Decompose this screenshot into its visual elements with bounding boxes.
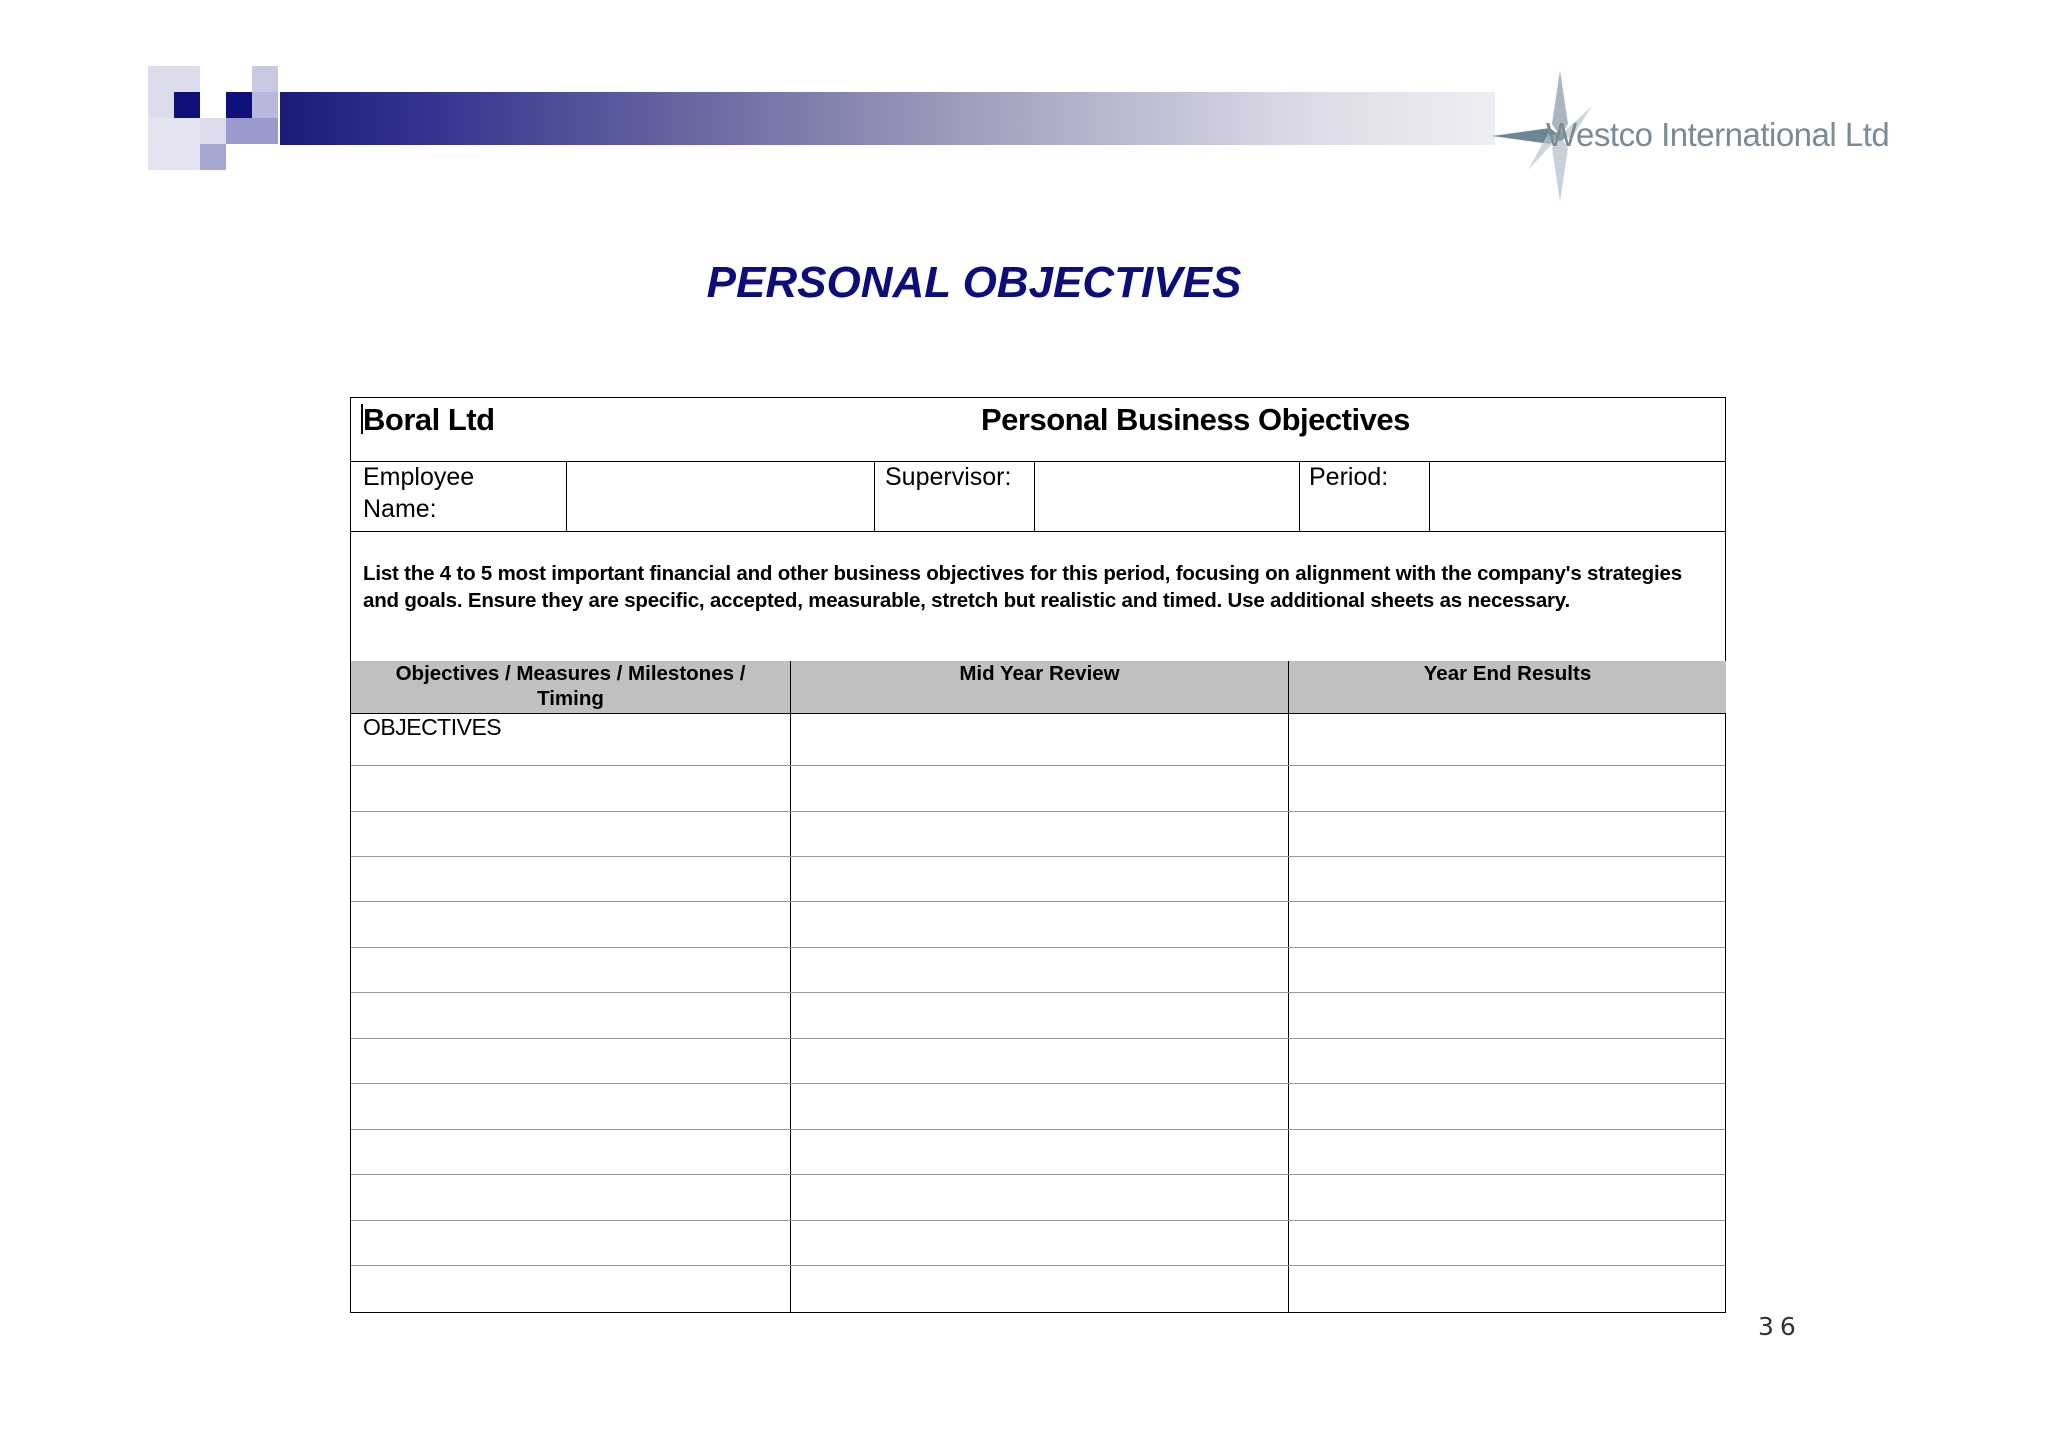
square-decoration [148,118,200,170]
year-end-results-cell[interactable] [1289,1084,1725,1128]
year-end-results-cell[interactable] [1289,714,1725,764]
square-decoration [226,118,278,144]
employee-label-line1: Employee [363,463,475,491]
column-header-year-end: Year End Results [1289,661,1726,713]
supervisor-field[interactable] [1039,464,1295,526]
year-end-results-cell[interactable] [1289,993,1725,1037]
year-end-results-cell[interactable] [1289,948,1725,991]
objectives-cell[interactable] [351,766,790,810]
column-header-mid-year: Mid Year Review [791,661,1288,713]
mid-year-review-cell[interactable] [791,812,1288,855]
divider [874,461,875,531]
period-field[interactable] [1434,464,1719,526]
year-end-results-cell[interactable] [1289,1221,1725,1264]
mid-year-review-cell[interactable] [791,1084,1288,1128]
employee-name-label [363,461,474,525]
year-end-results-cell[interactable] [1289,902,1725,946]
objectives-cell[interactable] [351,1084,790,1128]
objectives-cell[interactable] [351,1130,790,1173]
objectives-cell-label: OBJECTIVES [363,714,502,740]
year-end-results-cell[interactable] [1289,1266,1725,1312]
year-end-results-cell[interactable] [1289,857,1725,900]
employee-name-field[interactable] [571,464,871,526]
mid-year-review-cell[interactable] [791,993,1288,1037]
mid-year-review-cell[interactable] [791,714,1288,764]
divider [351,461,1725,462]
header-gradient-bar [280,92,1495,145]
company-name: Boral Ltd [363,402,495,437]
objectives-cell[interactable] [351,857,790,900]
mid-year-review-cell[interactable] [791,1266,1288,1312]
square-decoration [200,118,226,144]
objectives-cell[interactable] [351,1221,790,1264]
objectives-cell[interactable] [351,1039,790,1082]
period-label: Period: [1309,463,1389,491]
year-end-results-cell[interactable] [1289,766,1725,810]
supervisor-label: Supervisor: [885,463,1012,491]
mid-year-review-cell[interactable] [791,1175,1288,1219]
divider [566,461,567,531]
divider [351,531,1725,532]
form-heading: Personal Business Objectives [981,402,1410,437]
objectives-cell[interactable] [351,993,790,1037]
objectives-cell[interactable] [351,948,790,991]
mid-year-review-cell[interactable] [791,766,1288,810]
objectives-cell[interactable] [351,714,790,764]
column-header-objectives [351,661,790,713]
objectives-cell[interactable] [351,902,790,946]
column-header-label: Objectives / Measures / Milestones / Timing [395,662,746,710]
square-decoration [226,92,252,118]
mid-year-review-cell[interactable] [791,948,1288,991]
year-end-results-cell[interactable] [1289,1175,1725,1219]
square-decoration [174,92,200,118]
divider [1299,461,1300,531]
square-decoration [252,92,278,118]
mid-year-review-cell[interactable] [791,1221,1288,1264]
square-decoration [200,144,226,170]
logo-text: Westco International Ltd [1546,116,1890,153]
mid-year-review-cell[interactable] [791,1039,1288,1082]
year-end-results-cell[interactable] [1289,1039,1725,1082]
objectives-form [350,397,1726,1313]
divider [1429,461,1430,531]
page-number: 36 [1758,1312,1802,1341]
mid-year-review-cell[interactable] [791,1130,1288,1173]
mid-year-review-cell[interactable] [791,857,1288,900]
employee-label-line2: Name: [363,495,437,523]
year-end-results-cell[interactable] [1289,1130,1725,1173]
mid-year-review-cell[interactable] [791,902,1288,946]
objectives-cell[interactable] [351,1175,790,1219]
year-end-results-cell[interactable] [1289,812,1725,855]
page-title: PERSONAL OBJECTIVES [706,258,1242,307]
divider [1034,461,1035,531]
instructions-text: List the 4 to 5 most important financial and other business objectives for this period, focusing on alignment with the company's strategies and goals. Ensure they are specific, accepted, measurable, stretch but realistic and timed. Use additional sheets as necessary. [363,562,1682,612]
objectives-cell[interactable] [351,1266,790,1312]
objectives-cell[interactable] [351,812,790,855]
company-logo [1492,66,1892,206]
